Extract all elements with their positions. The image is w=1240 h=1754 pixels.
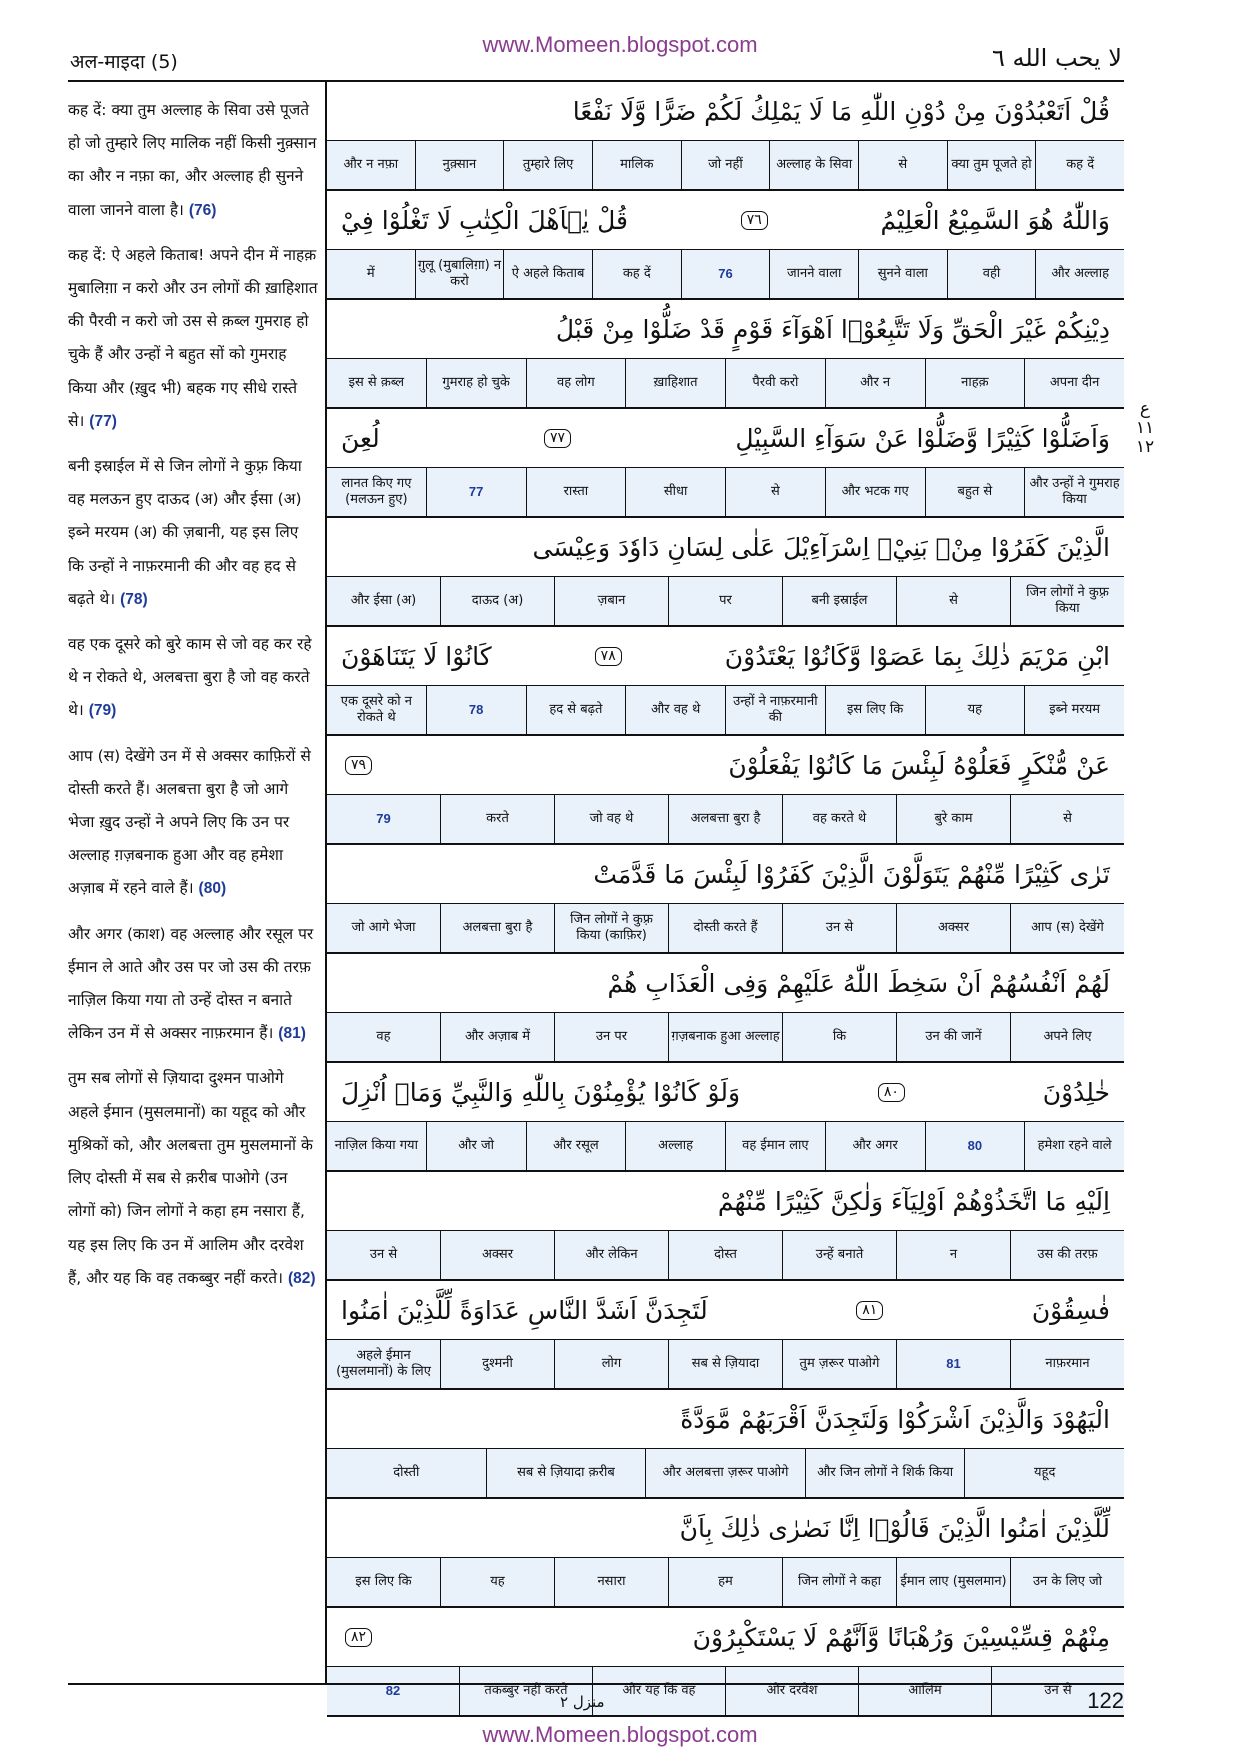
verse-number-cell: 77: [426, 468, 526, 516]
arabic-text: اِلَيْهِ مَا اتَّخَذُوْهُمْ اَوْلِيَآءَ وَلٰكِنَّ كَثِيْرًا مِّنْهُمْ: [717, 1186, 1110, 1216]
word-meaning-cell: जो नहीं: [681, 141, 770, 189]
word-meaning-cell: और जो: [426, 1122, 526, 1170]
arabic-text: لِّلَّذِيْنَ اٰمَنُوا الَّذِيْنَ قَالُوْۤا اِنَّا نَصٰرٰى ذٰلِكَ بِاَنَّ: [679, 1513, 1110, 1543]
word-meaning-cell: और अल्लाह: [1035, 250, 1124, 298]
arabic-line: [327, 1390, 1124, 1449]
word-meaning-cell: दोस्ती करते हैं: [668, 904, 782, 952]
word-meanings: [327, 1122, 1124, 1172]
word-meaning-cell: से: [896, 577, 1010, 625]
ayah-end-marker: ٧٨: [595, 647, 622, 666]
word-meaning-cell: एक दूसरे को न रोकते थे: [340, 694, 412, 725]
word-meaning-cell: करते: [440, 795, 554, 843]
arabic-text: قُلْ يٰۤاَهْلَ الْكِتٰبِ لَا تَغْلُوْا فِيْ: [341, 205, 628, 235]
verse-number-cell: 82: [385, 1683, 401, 1698]
word-meaning-cell: पैरवी करो: [725, 359, 825, 407]
arabic-text: تَرٰى كَثِيْرًا مِّنْهُمْ يَتَوَلَّوْنَ الَّذِيْنَ كَفَرُوْا لَبِئْسَ مَا قَدَّمَتْ: [593, 859, 1110, 889]
ayah-end-marker: ٨١: [856, 1301, 883, 1320]
arabic-line: [327, 736, 1124, 795]
ayah-end-marker: ٨٠: [878, 1083, 905, 1102]
verse-row: [327, 1281, 1124, 1390]
page-number: 122: [1087, 1688, 1124, 1713]
arabic-line: [327, 191, 1124, 250]
word-meaning-cell: बहुत से: [925, 468, 1025, 516]
translation-paragraph: [68, 239, 318, 438]
translation-text: और अगर (काश) वह अल्लाह और रसूल पर ईमान ले आते और उस पर जो उस की तरफ़ नाज़िल किया गया तो उन्हें दोस्त न बनाते लेकिन उन में से अक्सर नाफ़रमान हैं।: [68, 924, 314, 1043]
translation-paragraph: [68, 1062, 318, 1294]
word-meanings: [327, 359, 1124, 409]
word-meaning-cell: उन पर: [554, 1013, 668, 1061]
word-meaning-cell: से: [725, 468, 825, 516]
verse-number-cell: 79: [376, 811, 391, 826]
word-meaning-cell: यह: [925, 686, 1025, 734]
ayah-end-marker: ٧٩: [345, 756, 372, 775]
translation-paragraph: [68, 450, 318, 616]
word-meaning-cell: आलिम: [858, 1667, 991, 1715]
word-meanings: [327, 468, 1124, 518]
arabic-text: وَاللّٰهُ هُوَ السَّمِيْعُ الْعَلِيْمُ: [880, 205, 1110, 235]
word-meaning-cell: से: [858, 141, 947, 189]
arabic-text: وَلَوْ كَانُوْا يُؤْمِنُوْنَ بِاللّٰهِ وَالنَّبِيِّ وَمَاۤ اُنْزِلَ: [341, 1077, 741, 1107]
word-meaning-cell: इब्ने मरयम: [1024, 686, 1124, 734]
arabic-text: فٰسِقُوْنَ: [1031, 1295, 1110, 1325]
word-meaning-cell: जानने वाला: [769, 250, 858, 298]
ayah-end-marker: ٧٦: [741, 211, 768, 230]
surah-name: अल-माइदा (5): [70, 51, 178, 73]
word-meaning-cell: और दरवेश: [725, 1667, 858, 1715]
word-meaning-cell: बनी इस्राईल: [782, 577, 896, 625]
arabic-text: خٰلِدُوْنَ: [1042, 1077, 1110, 1107]
word-meanings: [327, 1449, 1124, 1499]
word-meaning-cell: जिन लोगों ने कुफ़्र किया (काफ़िर): [554, 904, 668, 952]
word-meaning-cell: इस लिए कि: [825, 686, 925, 734]
word-meaning-cell: लानत किए गए (मलऊन हुए): [341, 476, 412, 507]
verse-row: [327, 627, 1124, 736]
arabic-text: دِيْنِكُمْ غَيْرَ الْحَقِّ وَلَا تَتَّبِعُوْۤا اَهْوَآءَ قَوْمٍ قَدْ ضَلُّوْا مِنْ قَبْلُ: [555, 314, 1110, 344]
word-meaning-cell: इस लिए कि: [355, 1574, 412, 1589]
word-meaning-cell: और यह कि वह: [592, 1667, 725, 1715]
arabic-text: عَنْ مُّنْكَرٍ فَعَلُوْهُ لَبِئْسَ مَا كَانُوْا يَفْعَلُوْنَ: [728, 750, 1110, 780]
word-meaning-cell: नाहक़: [925, 359, 1025, 407]
arabic-text: ابْنِ مَرْيَمَ ذٰلِكَ بِمَا عَصَوْا وَّكَانُوْا يَعْتَدُوْنَ: [724, 641, 1110, 671]
translation-paragraph: [68, 94, 318, 227]
verse-row: [327, 82, 1124, 191]
word-meaning-cell: ख़ाहिशात: [625, 359, 725, 407]
word-meaning-cell: उन से: [369, 1247, 398, 1262]
word-meanings: [327, 1340, 1124, 1390]
word-meaning-cell: नाज़िल किया गया: [334, 1138, 418, 1153]
word-meaning-cell: उन्हों ने नाफ़रमानी की: [725, 686, 825, 734]
verse-number-cell: 81: [896, 1340, 1010, 1388]
arabic-text: الَّذِيْنَ كَفَرُوْا مِنْۢ بَنِيْۤ اِسْرَآءِيْلَ عَلٰى لِسَانِ دَاوٗدَ وَعِيْسَى: [532, 532, 1110, 562]
word-meaning-cell: अहले ईमान (मुसलमानों) के लिए: [336, 1348, 431, 1379]
verse-row: [327, 518, 1124, 627]
translation-paragraph: [68, 628, 318, 728]
word-meanings: [327, 1558, 1124, 1608]
translation-text: कह दें: ऐ अहले किताब! अपने दीन में नाहक़ मुबालिग़ा न करो और उन लोगों की ख़ाहिशात की पैरवी न करो जो उस से क़ब्ल गुमराह हो चुके हैं और उन्हों ने बहुत सों को गुमराह किया और (ख़ुद भी) बहक गए सीधे रास्ते से।: [68, 245, 318, 430]
arabic-line: [327, 1499, 1124, 1558]
word-meaning-cell: वह ईमान लाए: [725, 1122, 825, 1170]
word-meanings: [327, 1013, 1124, 1063]
ayah-end-marker: ٨٢: [345, 1628, 372, 1647]
word-meaning-cell: यह: [440, 1558, 554, 1606]
word-meaning-cell: उन के लिए जो: [1010, 1558, 1124, 1606]
word-meaning-cell: यहूद: [964, 1449, 1124, 1497]
word-meaning-cell: और न: [825, 359, 925, 407]
word-meaning-cell: तुम्हारे लिए: [503, 141, 592, 189]
word-meaning-cell: और न नफ़ा: [343, 157, 399, 172]
word-meaning-cell: सुनने वाला: [858, 250, 947, 298]
word-meanings: [327, 577, 1124, 627]
verse-number-cell: 78: [426, 686, 526, 734]
word-meaning-cell: में: [366, 266, 375, 281]
verse-row: [327, 1172, 1124, 1281]
word-meaning-cell: और भटक गए: [825, 468, 925, 516]
word-meaning-cell: क्या तुम पूजते हो: [947, 141, 1036, 189]
word-meaning-cell: और जिन लोगों ने शिर्क किया: [805, 1449, 965, 1497]
word-meaning-cell: रास्ता: [526, 468, 626, 516]
translation-paragraph: [68, 918, 318, 1051]
translation-text: वह एक दूसरे को बुरे काम से जो वह कर रहे थे न रोकते थे, अलबत्ता बुरा है जो वह करते थे।: [68, 635, 312, 720]
word-meaning-cell: दोस्त: [668, 1231, 782, 1279]
word-meaning-cell: और रसूल: [526, 1122, 626, 1170]
word-meaning-cell: आप (स) देखेंगे: [1010, 904, 1124, 952]
word-meaning-cell: तकब्बुर नहीं करते: [459, 1667, 592, 1715]
word-meaning-cell: सीधा: [625, 468, 725, 516]
verse-row: [327, 191, 1124, 300]
word-meaning-cell: हम: [668, 1558, 782, 1606]
word-meaning-cell: दोस्ती: [393, 1465, 420, 1480]
verse-number: (76): [188, 201, 217, 219]
translation-paragraph: [68, 740, 318, 906]
word-meaning-cell: कह दें: [1035, 141, 1124, 189]
word-meaning-cell: दाऊद (अ): [440, 577, 554, 625]
word-meaning-cell: से: [1010, 795, 1124, 843]
ruku-mark: ع ١١ ١٢: [1135, 399, 1155, 457]
arabic-text: لُعِنَ: [341, 423, 380, 453]
word-meaning-cell: जिन लोगों ने कहा: [782, 1558, 896, 1606]
word-meanings: [327, 1231, 1124, 1281]
arabic-text: وَاَضَلُّوْا كَثِيْرًا وَّضَلُّوْا عَنْ سَوَآءِ السَّبِيْلِ: [735, 423, 1110, 453]
verse-row: [327, 954, 1124, 1063]
word-meaning-cell: नुक़्सान: [415, 141, 504, 189]
word-meaning-cell: उन से: [991, 1667, 1124, 1715]
word-meaning-cell: और अलबत्ता ज़रूर पाओगे: [645, 1449, 805, 1497]
verse-row: [327, 300, 1124, 409]
word-meanings: [327, 686, 1124, 736]
juz-name: لا يحب الله ٦: [992, 44, 1122, 72]
word-meaning-cell: अलबत्ता बुरा है: [668, 795, 782, 843]
site-url-top[interactable]: www.Momeen.blogspot.com: [482, 32, 758, 57]
word-meaning-cell: नसारा: [554, 1558, 668, 1606]
arabic-line: [327, 82, 1124, 141]
word-meaning-cell: हमेशा रहने वाले: [1024, 1122, 1124, 1170]
word-meaning-cell: ऐ अहले किताब: [503, 250, 592, 298]
translation-text: आप (स) देखेंगे उन में से अक्सर काफ़िरों से दोस्ती करते हैं। अलबत्ता बुरा है जो आगे भेजा ख़ुद उन्हों ने अपने लिए कि उन पर अल्लाह ग़ज़बनाक हुआ और वह हमेशा अज़ाब में रहने वाले हैं।: [68, 746, 311, 898]
verse-row: [327, 736, 1124, 845]
word-meaning-cell: गुमराह हो चुके: [426, 359, 526, 407]
word-meanings: [327, 250, 1124, 300]
arabic-line: [327, 409, 1124, 468]
word-meaning-cell: अल्लाह के सिवा: [769, 141, 858, 189]
site-url-bottom[interactable]: www.Momeen.blogspot.com: [482, 1722, 758, 1747]
arabic-line: [327, 627, 1124, 686]
word-meaning-cell: और ईसा (अ): [350, 593, 417, 608]
word-meaning-cell: वह लोग: [526, 359, 626, 407]
arabic-text: كَانُوْا لَا يَتَنَاهَوْنَ: [341, 641, 492, 671]
word-meaning-cell: तुम ज़रूर पाओगे: [782, 1340, 896, 1388]
word-meaning-cell: अल्लाह: [625, 1122, 725, 1170]
arabic-text: مِنْهُمْ قِسِّيْسِيْنَ وَرُهْبَانًا وَّاَنَّهُمْ لَا يَسْتَكْبِرُوْنَ: [692, 1622, 1110, 1652]
word-meaning-cell: कि: [782, 1013, 896, 1061]
verse-number: (79): [88, 702, 117, 720]
word-meaning-cell: जो वह थे: [554, 795, 668, 843]
word-by-word-grid: [327, 82, 1124, 1717]
arabic-line: [327, 1063, 1124, 1122]
verse-number-cell: 76: [681, 250, 770, 298]
arabic-line: [327, 1281, 1124, 1340]
verse-row: [327, 1608, 1124, 1717]
arabic-line: [327, 954, 1124, 1013]
word-meaning-cell: लोग: [554, 1340, 668, 1388]
ayah-end-marker: ٧٧: [544, 429, 571, 448]
word-meaning-cell: अक्सर: [440, 1231, 554, 1279]
word-meanings: [327, 1667, 1124, 1717]
verse-row: [327, 1390, 1124, 1499]
word-meaning-cell: और अज़ाब में: [440, 1013, 554, 1061]
word-meaning-cell: न: [896, 1231, 1010, 1279]
arabic-line: [327, 518, 1124, 577]
word-meaning-cell: जो आगे भेजा: [351, 920, 416, 935]
verse-row: [327, 1499, 1124, 1608]
arabic-line: [327, 300, 1124, 359]
verse-number-cell: 80: [925, 1122, 1025, 1170]
arabic-text: قُلْ اَتَعْبُدُوْنَ مِنْ دُوْنِ اللّٰهِ مَا لَا يَمْلِكُ لَكُمْ ضَرًّا وَّلَا نَفْعًا: [572, 96, 1110, 126]
word-meaning-cell: नाफ़रमान: [1010, 1340, 1124, 1388]
word-meaning-cell: मालिक: [592, 141, 681, 189]
word-meaning-cell: उस की तरफ़: [1010, 1231, 1124, 1279]
word-meanings: [327, 795, 1124, 845]
verse-row: [327, 845, 1124, 954]
bottom-rule: [68, 1683, 1124, 1685]
word-meaning-cell: अक्सर: [896, 904, 1010, 952]
word-meaning-cell: सब से ज़ियादा: [668, 1340, 782, 1388]
word-meaning-cell: अपने लिए: [1010, 1013, 1124, 1061]
verse-row: [327, 409, 1124, 518]
translation-column: [68, 94, 318, 1307]
word-meanings: [327, 904, 1124, 954]
word-meaning-cell: वही: [947, 250, 1036, 298]
arabic-text: الْيَهُوْدَ وَالَّذِيْنَ اَشْرَكُوْا وَلَتَجِدَنَّ اَقْرَبَهُمْ مَّوَدَّةً: [680, 1404, 1110, 1434]
word-meaning-cell: दुश्मनी: [440, 1340, 554, 1388]
word-meaning-cell: इस से क़ब्ल: [348, 375, 405, 390]
word-meanings: [327, 141, 1124, 191]
verse-row: [327, 1063, 1124, 1172]
verse-number: (80): [198, 880, 227, 898]
word-meaning-cell: उन से: [782, 904, 896, 952]
word-meaning-cell: सब से ज़ियादा क़रीब: [486, 1449, 646, 1497]
manzil-label: منزل ٢: [560, 1693, 605, 1711]
verse-number: (82): [287, 1269, 316, 1287]
word-meaning-cell: ईमान लाए (मुसलमान): [896, 1558, 1010, 1606]
word-meaning-cell: अपना दीन: [1024, 359, 1124, 407]
word-meaning-cell: बुरे काम: [896, 795, 1010, 843]
translation-text: तुम सब लोगों से ज़ियादा दुश्मन पाओगे अहले ईमान (मुसलमानों) का यहूद को और मुश्रिकों को, और अलबत्ता तुम मुसलमानों के लिए दोस्ती में सब से क़रीब पाओगे (उन लोगों को) जिन लोगों ने कहा हम नसारा हैं, यह इस लिए कि उन में आलिम और दरवेश हैं, और यह कि वह तकब्बुर नहीं करते।: [68, 1069, 313, 1287]
verse-number: (78): [120, 590, 148, 608]
word-meaning-cell: वह: [376, 1029, 391, 1044]
word-meaning-cell: उन की जानें: [896, 1013, 1010, 1061]
word-meaning-cell: और अगर: [825, 1122, 925, 1170]
word-meaning-cell: ग़ुलू (मुबालिग़ा) न करो: [415, 250, 504, 298]
arabic-text: لَهُمْ اَنْفُسُهُمْ اَنْ سَخِطَ اللّٰهُ عَلَيْهِمْ وَفِى الْعَذَابِ هُمْ: [607, 968, 1110, 998]
word-meaning-cell: अलबत्ता बुरा है: [440, 904, 554, 952]
word-meaning-cell: और वह थे: [625, 686, 725, 734]
translation-text: कह दें: क्या तुम अल्लाह के सिवा उसे पूजते हो जो तुम्हारे लिए मालिक नहीं किसी नुक़्सान का और न नफ़ा का, और अल्लाह ही सुनने वाला जानने वाला है।: [68, 101, 317, 219]
word-meaning-cell: वह करते थे: [782, 795, 896, 843]
verse-number: (77): [89, 412, 117, 430]
word-meaning-cell: उन्हें बनाते: [782, 1231, 896, 1279]
word-meaning-cell: हद से बढ़ते: [526, 686, 626, 734]
arabic-line: [327, 1172, 1124, 1231]
verse-number: (81): [278, 1025, 306, 1043]
word-meaning-cell: और उन्हों ने गुमराह किया: [1024, 468, 1124, 516]
arabic-line: [327, 1608, 1124, 1667]
word-meaning-cell: पर: [668, 577, 782, 625]
word-meaning-cell: जिन लोगों ने कुफ़्र किया: [1010, 577, 1124, 625]
arabic-line: [327, 845, 1124, 904]
translation-text: बनी इस्राईल में से जिन लोगों ने कुफ़्र किया वह मलऊन हुए दाऊद (अ) और ईसा (अ) इब्ने मरयम (अ) की ज़बानी, यह इस लिए कि उन्हों ने नाफ़रमानी की और वह हद से बढ़ते थे।: [68, 457, 302, 608]
word-meaning-cell: ज़बान: [554, 577, 668, 625]
word-meaning-cell: और लेकिन: [554, 1231, 668, 1279]
word-meaning-cell: ग़ज़बनाक हुआ अल्लाह: [668, 1013, 782, 1061]
word-meaning-cell: कह दें: [592, 250, 681, 298]
arabic-text: لَتَجِدَنَّ اَشَدَّ النَّاسِ عَدَاوَةً لِّلَّذِيْنَ اٰمَنُوا: [341, 1295, 708, 1325]
